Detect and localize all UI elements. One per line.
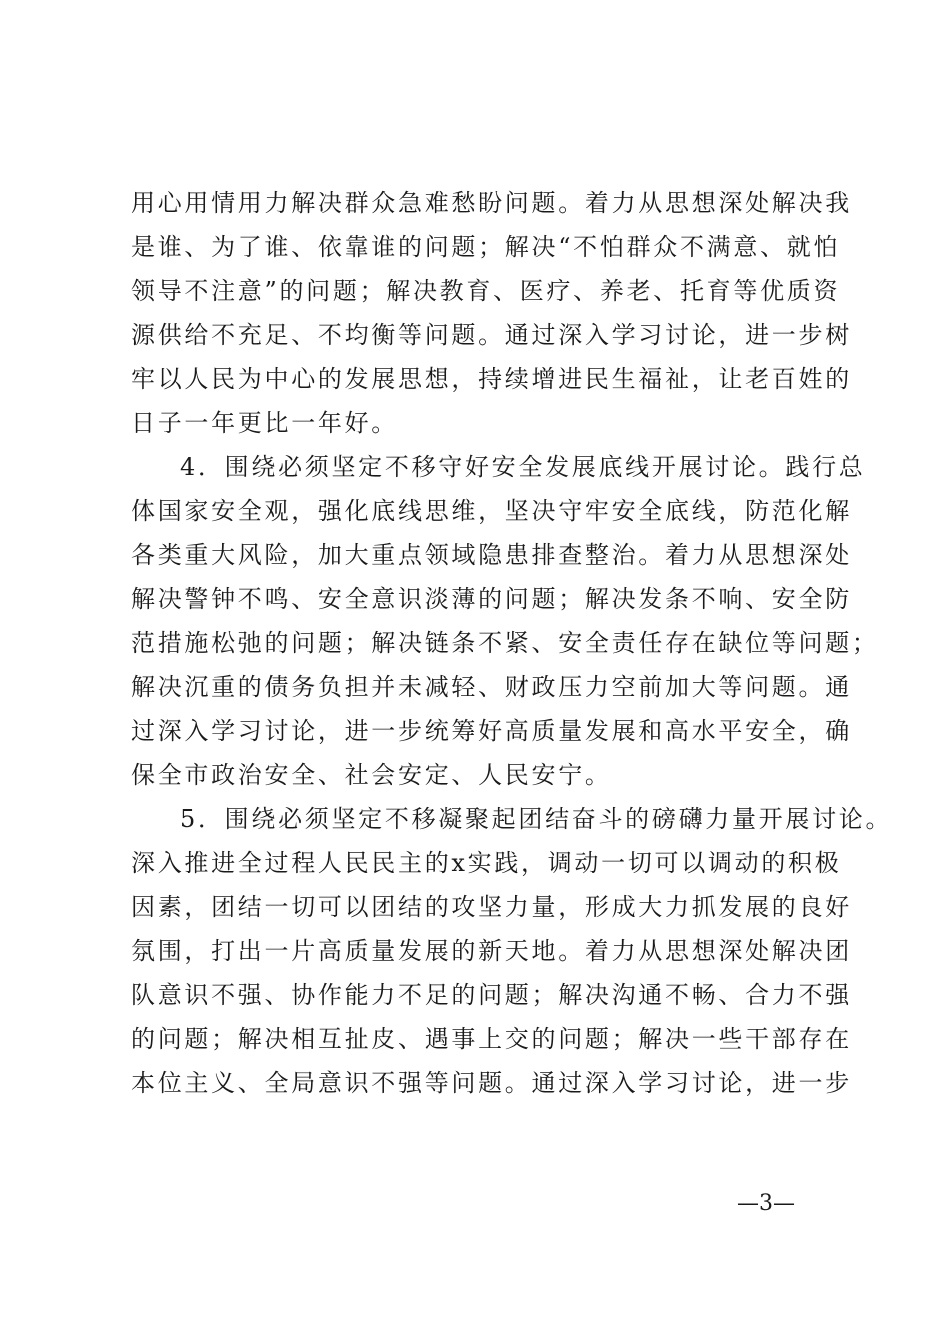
text-line: 的问题；解决相互扯皮、遇事上交的问题；解决一些干部存在 — [131, 1025, 852, 1053]
text-line: 领导不注意”的问题；解决教育、医疗、养老、托育等优质资 — [131, 277, 841, 305]
text-line: 日子一年更比一年好。 — [131, 409, 398, 437]
text-line: 解决沉重的债务负担并未减轻、财政压力空前加大等问题。通 — [131, 673, 852, 701]
text-line: 用心用情用力解决群众急难愁盼问题。着力从思想深处解决我 — [131, 189, 852, 217]
text-line: 解决警钟不鸣、安全意识淡薄的问题；解决发条不响、安全防 — [131, 585, 852, 613]
text-line: 体国家安全观，强化底线思维，坚决守牢安全底线，防范化解 — [131, 497, 852, 525]
body-text — [131, 181, 893, 1105]
text-line: 队意识不强、协作能力不足的问题；解决沟通不畅、合力不强 — [131, 981, 852, 1009]
text-line: 源供给不充足、不均衡等问题。通过深入学习讨论，进一步树 — [131, 321, 852, 349]
paragraph-5-first-line: 5．围绕必须坚定不移凝聚起团结奋斗的磅礴力量开展讨论。 — [180, 805, 893, 833]
text-line: 是谁、为了谁、依靠谁的问题；解决“不怕群众不满意、就怕 — [131, 233, 841, 261]
text-line: 深入推进全过程人民民主的x实践，调动一切可以调动的积极 — [131, 849, 842, 877]
text-line: 牢以人民为中心的发展思想，持续增进民生福祉，让老百姓的 — [131, 365, 852, 393]
text-line: 保全市政治安全、社会安定、人民安宁。 — [131, 761, 612, 789]
text-line: 各类重大风险，加大重点领域隐患排查整治。着力从思想深处 — [131, 541, 852, 569]
text-line: 氛围，打出一片高质量发展的新天地。着力从思想深处解决团 — [131, 937, 852, 965]
page-number: —3— — [737, 1191, 795, 1216]
text-line: 本位主义、全局意识不强等问题。通过深入学习讨论，进一步 — [131, 1069, 852, 1097]
text-line: 范措施松弛的问题；解决链条不紧、安全责任存在缺位等问题； — [131, 629, 879, 657]
paragraph-4-first-line: 4．围绕必须坚定不移守好安全发展底线开展讨论。践行总 — [180, 453, 866, 481]
text-line: 过深入学习讨论，进一步统筹好高质量发展和高水平安全，确 — [131, 717, 852, 745]
text-line: 因素，团结一切可以团结的攻坚力量，形成大力抓发展的良好 — [131, 893, 852, 921]
